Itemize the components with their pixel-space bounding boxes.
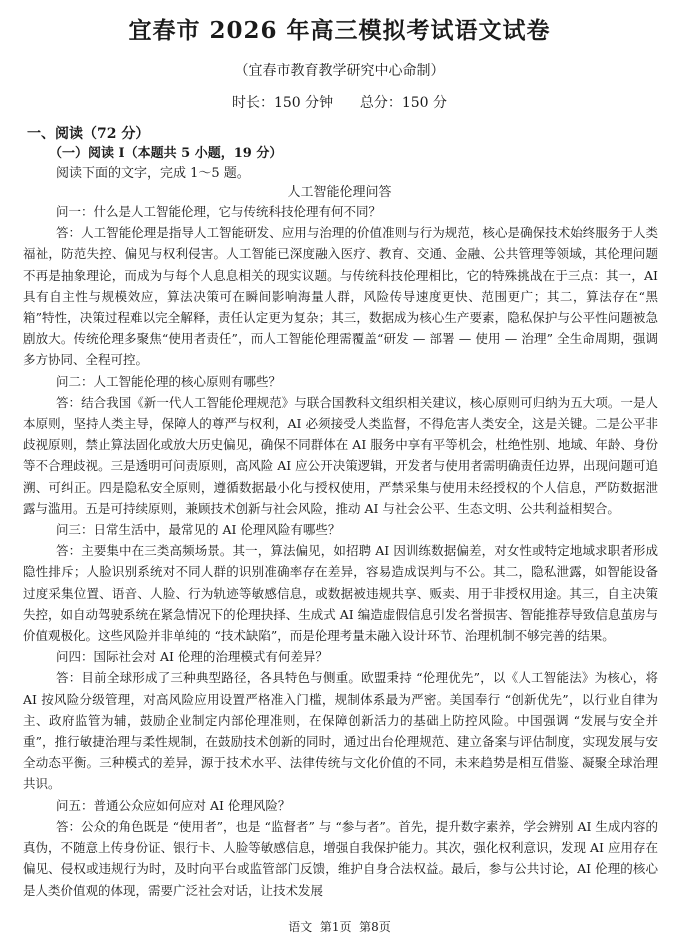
subsection-heading: （一）阅读 Ⅰ（本题共 5 小题，19 分） (49, 146, 283, 161)
answer-4: 答：目前全球形成了三种典型路径，各具特色与侧重。欧盟秉持 “伦理优先”，以《人工智能法》为核心，将 AI 按风险分级管理，对高风险应用设置严格准入门槛，规制体系最为严密。美国奉行 “创新优先”，以行业自律为主、政府监管为辅，鼓励企业制定内部伦理准则，在保障创新活力的基础上防控风险。中国强调 “发展与安全并重”，推行敏捷治理与柔性规制，在鼓励技术创新的同时，通过出台伦理规范、建立备案与评估制度，实现发展与安全动态平衡。三种模式的差异，源于技术水平、法律传统与文化价值的不同，未来趋势是相互借鉴、凝聚全球治理共识。 (23, 670, 658, 792)
passage-body (23, 201, 658, 901)
answer-5: 答：公众的角色既是 “使用者”，也是 “监督者” 与 “参与者”。首先，提升数字素养，学会辨别 AI 生成内容的真伪，不随意上传身份证、银行卡、人脸等敏感信息，增强自我保护能力。其次，强化权利意识，发现 AI 应用存在偏见、侵权或违规行为时，及时向平台或监管部门反馈，维护自身合法权益。最后，参与公共讨论，AI 伦理的核心是人类价值观的体现，需要广泛社会对话，让技术发展 (23, 818, 658, 898)
passage-title: 人工智能伦理问答 (287, 185, 392, 200)
question-1: 问一：什么是人工智能伦理，它与传统科技伦理有何不同？ (56, 204, 382, 219)
exam-issuer: （宜春市教育教学研究中心命制） (234, 63, 445, 79)
footer-subject: 语文 (288, 920, 313, 934)
exam-total-score: 总分：150 分 (359, 95, 448, 111)
footer-page-number: 第1页 (319, 920, 352, 934)
question-2: 问二：人工智能伦理的核心原则有哪些？ (56, 373, 282, 389)
section-heading: 一、阅读（72 分） (27, 126, 150, 142)
question-3: 问三：日常生活中，最常见的 AI 伦理风险有哪些？ (56, 522, 341, 538)
page-footer (0, 918, 679, 935)
exam-meta (0, 92, 679, 112)
answer-2: 答：结合我国《新一代人工智能伦理规范》与联合国教科文组织相关建议，核心原则可归纳为五大项。一是人本原则，坚持人类主导，保障人的尊严与权利，AI 必须接受人类监督，不得危害人类安全，这是关键。二是公平非歧视原则，禁止算法固化或放大历史偏见，确保不同群体在 AI 服务中享有平等机会，杜绝性别、地域、年龄、身份等不合理歧视。三是透明可问责原则，高风险 AI 应公开决策逻辑，开发者与使用者需明确责任边界，出现问题可追溯、可纠正。四是隐私安全原则，遵循数据最小化与授权使用，严禁采集与使用未经授权的个人信息，严防数据泄露与滥用。五是可持续原则，兼顾技术创新与社会风险，推动 AI 与社会公平、生态文明、公共利益相契合。 (23, 394, 658, 516)
exam-title: 宜春市 2026 年高三模拟考试语文试卷 (128, 17, 551, 44)
question-5: 问五：普通公众应如何应对 AI 伦理风险？ (56, 797, 291, 813)
reading-instruction: 阅读下面的文字，完成 1～5 题。 (56, 166, 250, 181)
answer-3: 答：主要集中在三类高频场景。其一，算法偏见，如招聘 AI 因训练数据偏差，对女性或特定地域求职者形成隐性排斥；人脸识别系统对不同人群的识别准确率存在差异，容易造成误判与不公。其二，隐私泄露，如智能设备过度采集位置、语音、人脸、行为轨迹等敏感信息，或数据被违规共享、贩卖、用于非授权用途。其三，自主决策失控，如自动驾驶系统在紧急情况下的伦理抉择、生成式 AI 编造虚假信息引发名誉损害、智能推荐导致信息茧房与价值观极化。这些风险并非单纯的 “技术缺陷”，而是伦理考量未融入设计环节、治理机制不够完善的结果。 (23, 543, 658, 644)
footer-total-pages: 第8页 (359, 920, 391, 934)
answer-1: 答：人工智能伦理是指导人工智能研发、应用与治理的价值准则与行为规范，核心是确保技术始终服务于人类福祉，防范失控、偏见与权利侵害。人工智能已深度融入医疗、教育、交通、金融、公共管理等领域，其伦理问题不再是抽象理论，而成为与每个人息息相关的现实议题。与传统科技伦理相比，它的特殊挑战在于三点：其一，AI 具有自主性与规模效应，算法决策可在瞬间影响海量人群，风险传导速度更快、范围更广；其二，算法存在“黑箱”特性，决策过程难以完全解释，责任认定更为复杂；其三，数据成为核心生产要素，隐私保护与公平性问题被急剧放大。传统伦理多聚焦“使用者责任”，而人工智能伦理需覆盖“研发 — 部署 — 使用 — 治理” 全生命周期，强调多方协同、全程可控。 (23, 225, 658, 368)
question-4: 问四：国际社会对 AI 伦理的治理模式有何差异？ (56, 649, 328, 665)
exam-duration: 时长：150 分钟 (231, 95, 334, 111)
